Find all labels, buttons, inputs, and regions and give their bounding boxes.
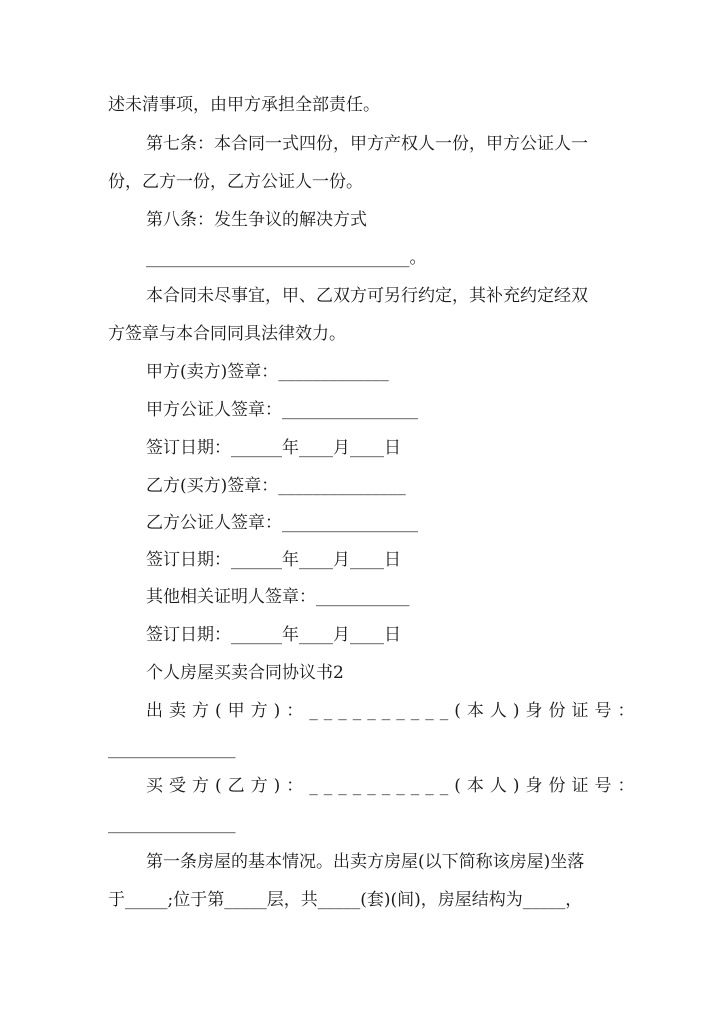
text-line: 述未清事项，由甲方承担全部责任。 [108, 95, 380, 115]
blank-line: _______________________________。 [146, 248, 427, 268]
buyer-line: 买受方(乙方)：__________(本人)身份证号： [146, 776, 641, 796]
party-b-signature: 乙方(买方)签章：_______________ [146, 476, 406, 496]
party-a-notary-signature: 甲方公证人签章：________________ [146, 400, 418, 420]
seller-line: 出卖方(甲方)：__________(本人)身份证号： [146, 701, 641, 721]
supplement-clause: 本合同未尽事宜，甲、乙双方可另行约定，其补充约定经双 [146, 286, 588, 306]
seller-id-blank: _______________ [108, 739, 236, 759]
text-line: 于_____;位于第_____层，共_____(套)(间)，房屋结构为_____， [108, 890, 583, 910]
text-line: 份，乙方一份，乙方公证人一份。 [108, 172, 363, 192]
section-heading: 个人房屋买卖合同协议书2 [146, 663, 344, 683]
buyer-id-blank: _______________ [108, 814, 236, 834]
clause-eight: 第八条：发生争议的解决方式 [146, 210, 367, 230]
party-b-notary-signature: 乙方公证人签章：________________ [146, 513, 418, 533]
witness-signature: 其他相关证明人签章：___________ [146, 587, 410, 607]
article-one: 第一条房屋的基本情况。出卖方房屋(以下简称该房屋)坐落 [146, 852, 585, 872]
clause-seven: 第七条：本合同一式四份，甲方产权人一份，甲方公证人一 [146, 134, 588, 154]
signing-date: 签订日期：______年____月____日 [146, 438, 401, 458]
signing-date: 签订日期：______年____月____日 [146, 625, 401, 645]
text-line: 方签章与本合同同具法律效力。 [108, 324, 346, 344]
party-a-signature: 甲方(卖方)签章：_____________ [146, 362, 389, 382]
signing-date: 签订日期：______年____月____日 [146, 550, 401, 570]
